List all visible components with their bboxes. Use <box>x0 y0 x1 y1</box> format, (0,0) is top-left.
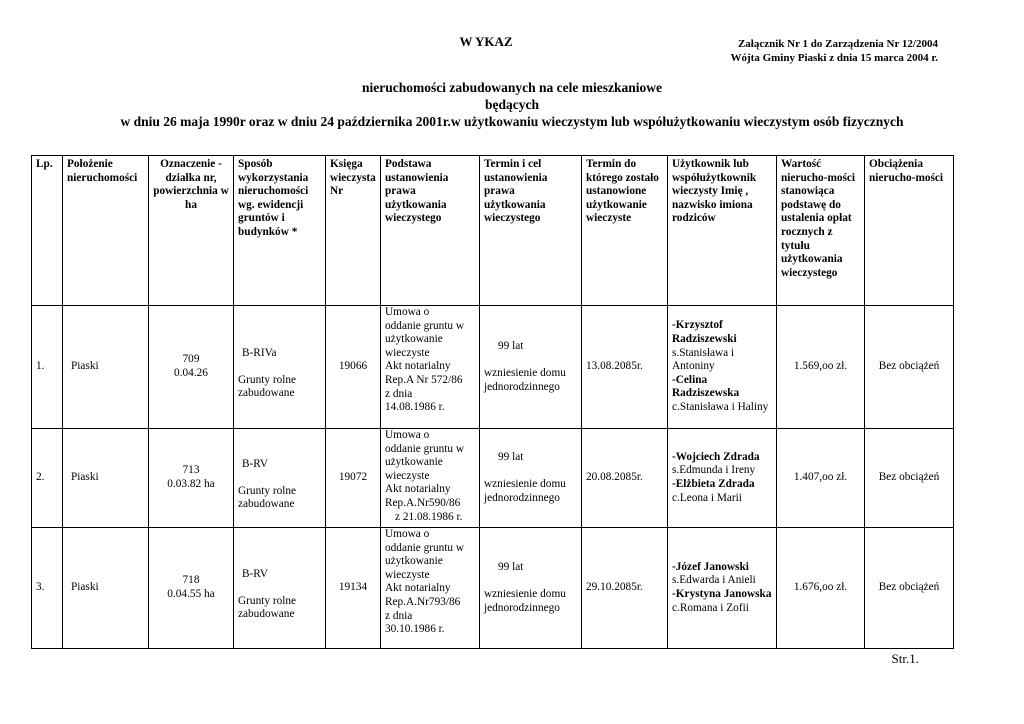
term: 99 lat <box>498 450 524 463</box>
subtitle-line-2: będących <box>485 97 539 112</box>
table-row <box>32 528 954 649</box>
basis-line: z dnia <box>385 609 413 622</box>
cell-lp: 1. <box>32 306 63 429</box>
use-description: Grunty rolne zabudowane <box>238 594 297 621</box>
use-code: B-RV <box>242 458 269 471</box>
col-header-land-register: Księga wieczysta Nr <box>326 156 381 306</box>
cell-encumbrance: Bez obciążeń <box>865 528 954 649</box>
owner-name: -Krystyna Janowska <box>672 588 772 600</box>
basis-line: Rep.A Nr 572/86 <box>385 373 463 386</box>
basis-line: z 21.08.1986 r. <box>395 510 463 523</box>
cell-basis <box>381 528 480 649</box>
cell-owner <box>668 528 777 649</box>
cell-parcel <box>149 528 234 649</box>
table-row <box>32 429 954 528</box>
basis-line: Rep.A.Nr793/86 <box>385 595 461 608</box>
owner-parents: s.Stanisława i Antoniny <box>672 346 735 373</box>
basis-line: użytkowanie <box>385 333 443 346</box>
cell-use <box>234 528 326 649</box>
basis-line: oddanie gruntu w <box>385 541 465 554</box>
parcel-number: 709 <box>182 353 200 366</box>
owner-name: -Wojciech Zdrada <box>672 450 760 463</box>
cell-parcel <box>149 429 234 528</box>
basis-line: Akt notarialny <box>385 483 451 496</box>
cell-term-purpose <box>480 528 582 649</box>
owner-parents: c.Leona i Marii <box>672 491 742 504</box>
document-title: W YKAZ <box>459 34 513 49</box>
subtitle-line-3: w dniu 26 maja 1990r oraz w dniu 24 października 2001r.w użytkowaniu wieczystym lub współużytkowaniu wieczystym osób fizycznych <box>120 114 904 129</box>
owner-parents: s.Edwarda i Anieli <box>672 574 756 587</box>
cell-land-register: 19134 <box>326 528 381 649</box>
cell-lp: 2. <box>32 429 63 528</box>
cell-owner <box>668 306 777 429</box>
cell-parcel <box>149 306 234 429</box>
use-code: B-RIVa <box>242 347 277 360</box>
basis-line: Umowa o <box>385 306 430 318</box>
property-table <box>31 155 954 649</box>
parcel-area: 0.04.26 <box>174 367 208 379</box>
use-description: Grunty rolne zabudowane <box>238 484 297 511</box>
cell-location: Piaski <box>63 306 149 429</box>
cell-term-purpose <box>480 429 582 528</box>
cell-use <box>234 306 326 429</box>
basis-line: Rep.A.Nr590/86 <box>385 496 461 509</box>
term: 99 lat <box>498 339 524 352</box>
basis-line: z dnia <box>385 387 413 400</box>
cell-lp: 3. <box>32 528 63 649</box>
annex-line-1: Załącznik Nr 1 do Zarządzenia Nr 12/2004 <box>737 38 938 50</box>
basis-line: 14.08.1986 r. <box>385 401 445 414</box>
cell-until: 20.08.2085r. <box>582 429 668 528</box>
owner-name: -Elżbieta Zdrada <box>672 478 755 490</box>
col-header-owner: Użytkownik lub współużytkownik wieczysty Imię , nazwisko imiona rodziców <box>668 156 777 306</box>
parcel-area: 0.04.55 ha <box>167 588 215 600</box>
cell-land-register: 19072 <box>326 429 381 528</box>
parcel-number: 713 <box>182 464 200 477</box>
parcel-area: 0.03.82 ha <box>167 478 215 490</box>
col-header-term-purpose: Termin i cel ustanowienia prawa użytkowania wieczystego <box>480 156 582 306</box>
use-code: B-RV <box>242 568 269 581</box>
basis-line: Umowa o <box>385 528 430 540</box>
cell-use <box>234 429 326 528</box>
owner-parents: c.Stanisława i Haliny <box>672 400 769 413</box>
cell-value: 1.676,oo zł. <box>777 528 865 649</box>
cell-land-register: 19066 <box>326 306 381 429</box>
col-header-use: Sposób wykorzystania nieruchomości wg. ewidencji gruntów i budynków * <box>234 156 326 306</box>
table-header-row <box>32 156 954 306</box>
col-header-until: Termin do którego zostało ustanowione użytkowanie wieczyste <box>582 156 668 306</box>
basis-line: Akt notarialny <box>385 582 451 595</box>
term: 99 lat <box>498 560 524 573</box>
basis-line: użytkowanie <box>385 555 443 568</box>
parcel-number: 718 <box>182 574 200 587</box>
owner-parents: s.Edmunda i Ireny <box>672 464 756 477</box>
basis-line: Umowa o <box>385 429 430 441</box>
purpose: wzniesienie domu jednorodzinnego <box>484 367 566 393</box>
owner-name: -Józef Janowski <box>672 560 749 573</box>
cell-basis <box>381 306 480 429</box>
table-row <box>32 306 954 429</box>
page-number: Str.1. <box>891 651 919 666</box>
cell-until: 29.10.2085r. <box>582 528 668 649</box>
cell-location: Piaski <box>63 429 149 528</box>
cell-encumbrance: Bez obciążeń <box>865 429 954 528</box>
cell-basis <box>381 429 480 528</box>
purpose: wzniesienie domu jednorodzinnego <box>484 478 566 504</box>
annex-reference <box>731 37 938 65</box>
basis-line: wieczyste <box>385 568 430 581</box>
cell-value: 1.407,oo zł. <box>777 429 865 528</box>
col-header-parcel: Oznaczenie -działka nr, powierzchnia w ha <box>149 156 234 306</box>
basis-line: oddanie gruntu w <box>385 442 465 455</box>
subtitle-line-1: nieruchomości zabudowanych na cele mieszkaniowe <box>362 80 662 95</box>
basis-line: oddanie gruntu w <box>385 319 465 332</box>
col-header-encumbrance: Obciążenia nierucho-mości <box>865 156 954 306</box>
basis-line: wieczyste <box>385 469 430 482</box>
owner-name: -Celina Radziszewska <box>672 373 740 400</box>
owner-name: -Krzysztof Radziszewski <box>672 319 737 346</box>
basis-line: 30.10.1986 r. <box>385 623 445 636</box>
cell-term-purpose <box>480 306 582 429</box>
cell-owner <box>668 429 777 528</box>
col-header-basis: Podstawa ustanowienia prawa użytkowania wieczystego <box>381 156 480 306</box>
owner-parents: c.Romana i Zofii <box>672 601 749 614</box>
cell-until: 13.08.2085r. <box>582 306 668 429</box>
purpose: wzniesienie domu jednorodzinnego <box>484 588 566 614</box>
cell-encumbrance: Bez obciążeń <box>865 306 954 429</box>
cell-location: Piaski <box>63 528 149 649</box>
use-description: Grunty rolne zabudowane <box>238 373 297 400</box>
basis-line: użytkowanie <box>385 456 443 469</box>
cell-value: 1.569,oo zł. <box>777 306 865 429</box>
basis-line: Akt notarialny <box>385 360 451 373</box>
col-header-location: Położenie nieruchomości <box>63 156 149 306</box>
annex-line-2: Wójta Gminy Piaski z dnia 15 marca 2004 r. <box>730 52 938 64</box>
col-header-value: Wartość nierucho-mości stanowiąca podstawę do ustalenia opłat rocznych z tytułu użytkowania wieczystego <box>777 156 865 306</box>
col-header-lp: Lp. <box>32 156 63 306</box>
basis-line: wieczyste <box>385 346 430 359</box>
